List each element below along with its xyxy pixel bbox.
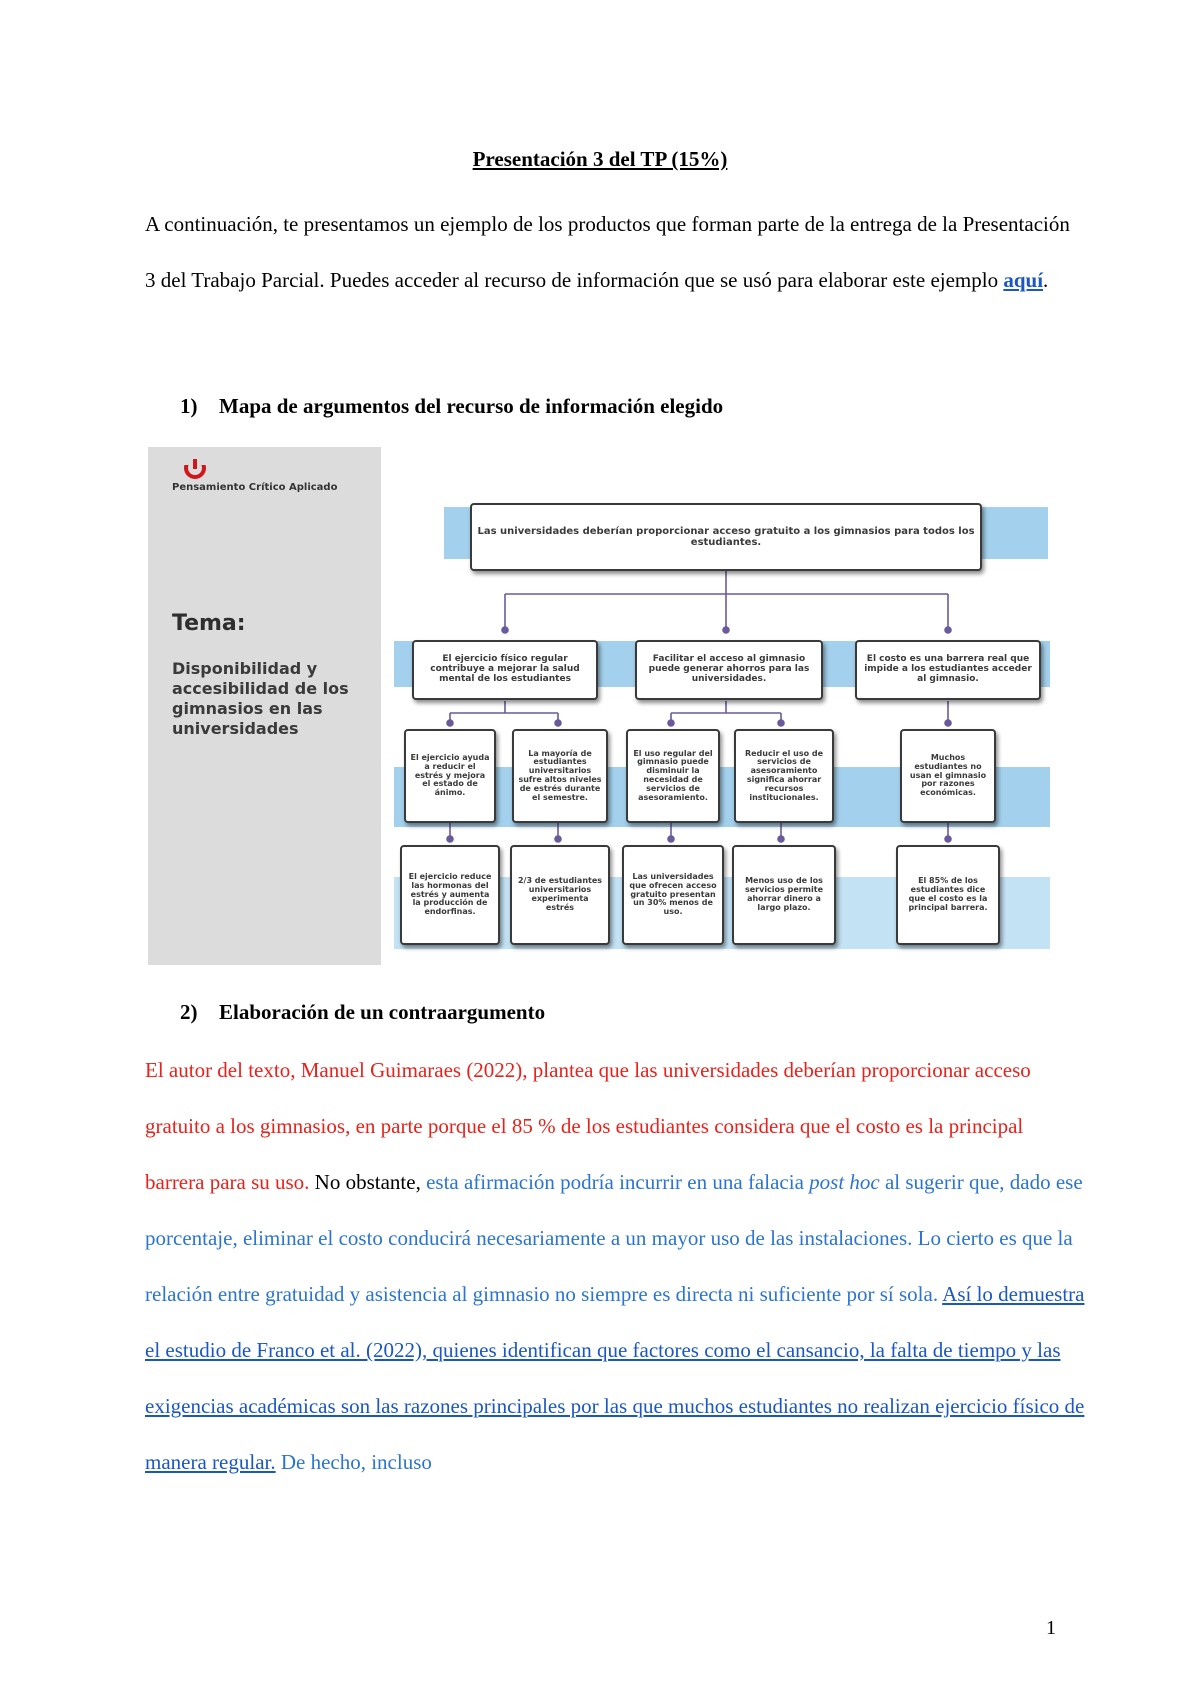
slide-logo-text: Pensamiento Crítico Aplicado	[172, 482, 338, 493]
argument-box-3: El costo es una barrera real que impide a los estudiantes acceder al gimnasio.	[855, 640, 1041, 700]
section-1-title: Mapa de argumentos del recurso de información elegido	[219, 394, 724, 418]
section-2-number: 2)	[180, 1000, 198, 1024]
argument-map-image	[148, 447, 1058, 965]
intro-end: .	[1043, 268, 1049, 292]
reason-box-1: El ejercicio ayuda a reducir el estrés y mejora el estado de ánimo.	[404, 729, 496, 823]
section-1-number: 1)	[180, 394, 198, 418]
counterargument-text-3: De hecho, incluso	[275, 1450, 432, 1474]
evidence-box-3: Las universidades que ofrecen acceso gratuito presentan un 30% menos de uso.	[622, 845, 724, 945]
evidence-box-1: El ejercicio reduce las hormonas del estrés y aumenta la producción de endorfinas.	[400, 845, 500, 945]
section-2-heading	[180, 1000, 545, 1025]
counterargument-paragraph	[145, 1042, 1085, 1490]
reason-box-2: La mayoría de estudiantes universitarios sufre altos niveles de estrés durante el semestre.	[512, 729, 608, 823]
argument-box-1: El ejercicio físico regular contribuye a mejorar la salud mental de los estudiantes	[412, 640, 598, 700]
evidence-box-5: El 85% de los estudiantes dice que el costo es la principal barrera.	[896, 845, 1000, 945]
section-1-heading	[180, 394, 723, 419]
main-claim-box: Las universidades deberían proporcionar acceso gratuito a los gimnasios para todos los estudiantes.	[470, 503, 982, 571]
counterargument-text-1: esta afirmación podría incurrir en una falacia	[426, 1170, 810, 1194]
reason-box-4: Reducir el uso de servicios de asesoramiento significa ahorrar recursos institucionales.	[734, 729, 834, 823]
resource-link[interactable]: aquí	[1003, 268, 1044, 292]
document-title: Presentación 3 del TP (15%)	[472, 147, 728, 171]
intro-text: A continuación, te presentamos un ejemplo de los productos que forman parte de la entrega de la Presentación 3 del Trabajo Parcial. Puedes acceder al recurso de información que se usó para elaborar este ejemplo	[145, 212, 1070, 292]
evidence-box-2: 2/3 de estudiantes universitarios experimenta estrés	[510, 845, 610, 945]
section-2-title: Elaboración de un contraargumento	[219, 1000, 546, 1024]
evidence-box-4: Menos uso de los servicios permite ahorrar dinero a largo plazo.	[732, 845, 836, 945]
intro-paragraph	[145, 196, 1075, 308]
tema-label: Tema:	[172, 611, 246, 636]
counterargument-text-2: al sugerir que, dado ese porcentaje, eliminar el costo conducirá necesariamente a un mayor uso de las instalaciones. Lo cierto es que la relación entre gratuidad y asistencia al gimnasio no siempre es directa ni suficiente por sí sola.	[145, 1170, 1083, 1306]
fallacy-name: post hoc	[809, 1170, 880, 1194]
page-number: 1	[1046, 1617, 1056, 1639]
reason-box-3: El uso regular del gimnasio puede disminuir la necesidad de servicios de asesoramiento.	[626, 729, 720, 823]
reason-box-5: Muchos estudiantes no usan el gimnasio por razones económicas.	[900, 729, 996, 823]
argument-box-2: Facilitar el acceso al gimnasio puede generar ahorros para las universidades.	[635, 640, 823, 700]
transition-text: No obstante,	[309, 1170, 427, 1194]
tema-text: Disponibilidad y accesibilidad de los gimnasios en las universidades	[172, 659, 349, 738]
author-claim-text: El autor del texto, Manuel Guimaraes (2022), plantea que las universidades deberían proporcionar acceso gratuito a los gimnasios, en parte porque el 85 % de los estudiantes considera que el costo es la principal barrera para su uso.	[145, 1058, 1031, 1194]
study-link[interactable]: Así lo demuestra el estudio de Franco et al. (2022), quienes identifican que factores como el cansancio, la falta de tiempo y las exigencias académicas son las razones principales por las que muchos estudiantes no realizan ejercicio físico de manera regular.	[145, 1282, 1085, 1474]
